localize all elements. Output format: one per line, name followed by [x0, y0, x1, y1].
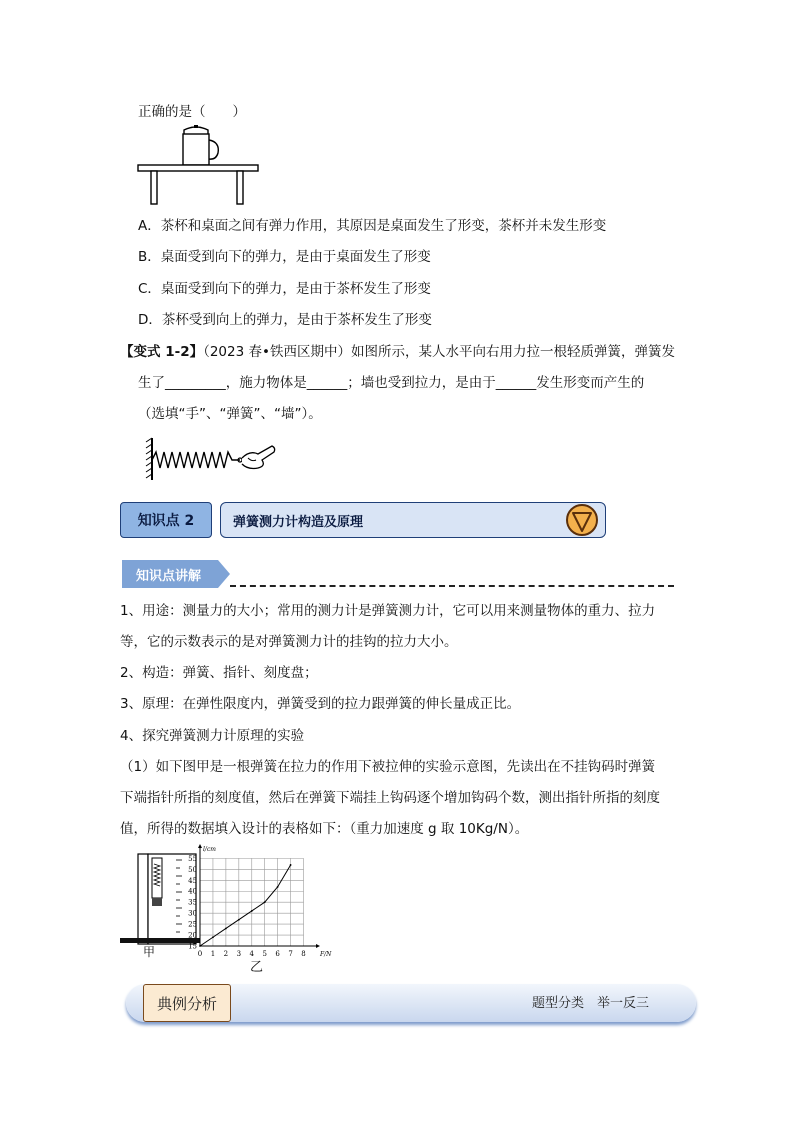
- figure-label-yi: 乙: [250, 960, 264, 975]
- option-d: D．茶杯受到向上的弹力，是由于茶杯发生了形变: [138, 312, 432, 328]
- x-tick-label: 1: [210, 950, 216, 958]
- point-4: 4、探究弹簧测力计原理的实验: [120, 728, 305, 744]
- point-3: 3、原理：在弹性限度内，弹簧受到的拉力跟弹簧的伸长量成正比。: [120, 696, 521, 712]
- variant-tag: 【变式 1-2】: [120, 344, 204, 360]
- y-tick-label: 30: [188, 909, 197, 918]
- data-point: [199, 945, 201, 947]
- option-b: B．桌面受到向下的弹力，是由于桌面发生了形变: [138, 249, 431, 265]
- cup-table-figure: [136, 124, 260, 206]
- x-tick-label: 7: [288, 950, 293, 958]
- x-tick-label: 3: [236, 950, 242, 958]
- data-point: [238, 919, 240, 921]
- variant-line2: 生了_________，施力物体是______；墙也受到拉力，是由于______发生形变而产生的: [138, 375, 645, 391]
- example-right-text: 题型分类 举一反三: [532, 996, 650, 1011]
- question-intro: 正确的是（ ）: [138, 104, 246, 120]
- dashed-divider: [230, 585, 674, 587]
- x-tick-label: 8: [301, 950, 306, 958]
- data-point: [212, 936, 214, 938]
- y-tick-label: 35: [188, 898, 197, 907]
- point-5b: 下端指针所指的刻度值，然后在弹簧下端挂上钩码逐个增加钩码个数，测出指针所指的刻度: [120, 790, 660, 806]
- y-axis-arrow: [198, 844, 202, 848]
- data-point: [225, 928, 227, 930]
- banner-label: 知识点讲解: [136, 569, 202, 584]
- point-5c: 值，所得的数据填入设计的表格如下：（重力加速度 g 取 10Kg/N）。: [120, 821, 529, 837]
- option-a: A．茶杯和桌面之间有弹力作用，其原因是桌面发生了形变，茶杯并未发生形变: [138, 218, 607, 234]
- data-point: [251, 910, 253, 912]
- data-point: [264, 901, 266, 903]
- y-axis-label: l/cm: [203, 846, 216, 853]
- example-badge: 典例分析: [143, 984, 231, 1022]
- point-1a: 1、用途：测量力的大小；常用的测力计是弹簧测力计，它可以用来测量物体的重力、拉力: [120, 603, 656, 619]
- x-tick-label: 4: [249, 950, 254, 958]
- x-tick-label: 2: [223, 950, 229, 958]
- x-tick-label: 0: [197, 950, 203, 958]
- section-badge: 知识点 2: [120, 502, 212, 538]
- y-tick-label: 45: [188, 876, 197, 885]
- y-tick-label: 55: [188, 854, 197, 863]
- x-axis-label: F/N: [320, 951, 332, 958]
- variant-line3: （选填“手”、“弹簧”、“墙”）。: [138, 406, 322, 422]
- point-5a: （1）如下图甲是一根弹簧在拉力的作用下被拉伸的实验示意图，先读出在不挂钩码时弹簧: [120, 759, 656, 775]
- section-title-bar: [220, 502, 606, 538]
- y-tick-label: 40: [188, 887, 197, 896]
- variant-line1: 【变式 1-2】（2023 春•铁西区期中）如图所示，某人水平向右用力拉一根轻质弹簧，弹簧发: [120, 344, 675, 360]
- x-tick-label: 6: [275, 950, 280, 958]
- spring-hand-figure: [142, 436, 282, 482]
- spring-length-chart: [180, 844, 340, 962]
- x-tick-label: 5: [262, 950, 267, 958]
- series-line: [200, 865, 291, 946]
- figure-label-jia: 甲: [143, 945, 156, 959]
- y-tick-label: 25: [188, 920, 197, 929]
- data-point: [277, 886, 279, 888]
- point-1b: 等，它的示数表示的是对弹簧测力计的挂钩的拉力大小。: [120, 634, 458, 650]
- section-title: 弹簧测力计构造及原理: [233, 515, 364, 530]
- option-c: C．桌面受到向下的弹力，是由于茶杯发生了形变: [138, 281, 431, 297]
- x-axis-arrow: [316, 944, 320, 948]
- point-2: 2、构造：弹簧、指针、刻度盘；: [120, 665, 318, 681]
- y-tick-label: 50: [188, 865, 197, 874]
- triangle-down-icon[interactable]: [565, 503, 599, 537]
- data-point: [290, 864, 292, 866]
- y-tick-label: 20: [188, 931, 197, 940]
- y-tick-label: 15: [188, 942, 197, 951]
